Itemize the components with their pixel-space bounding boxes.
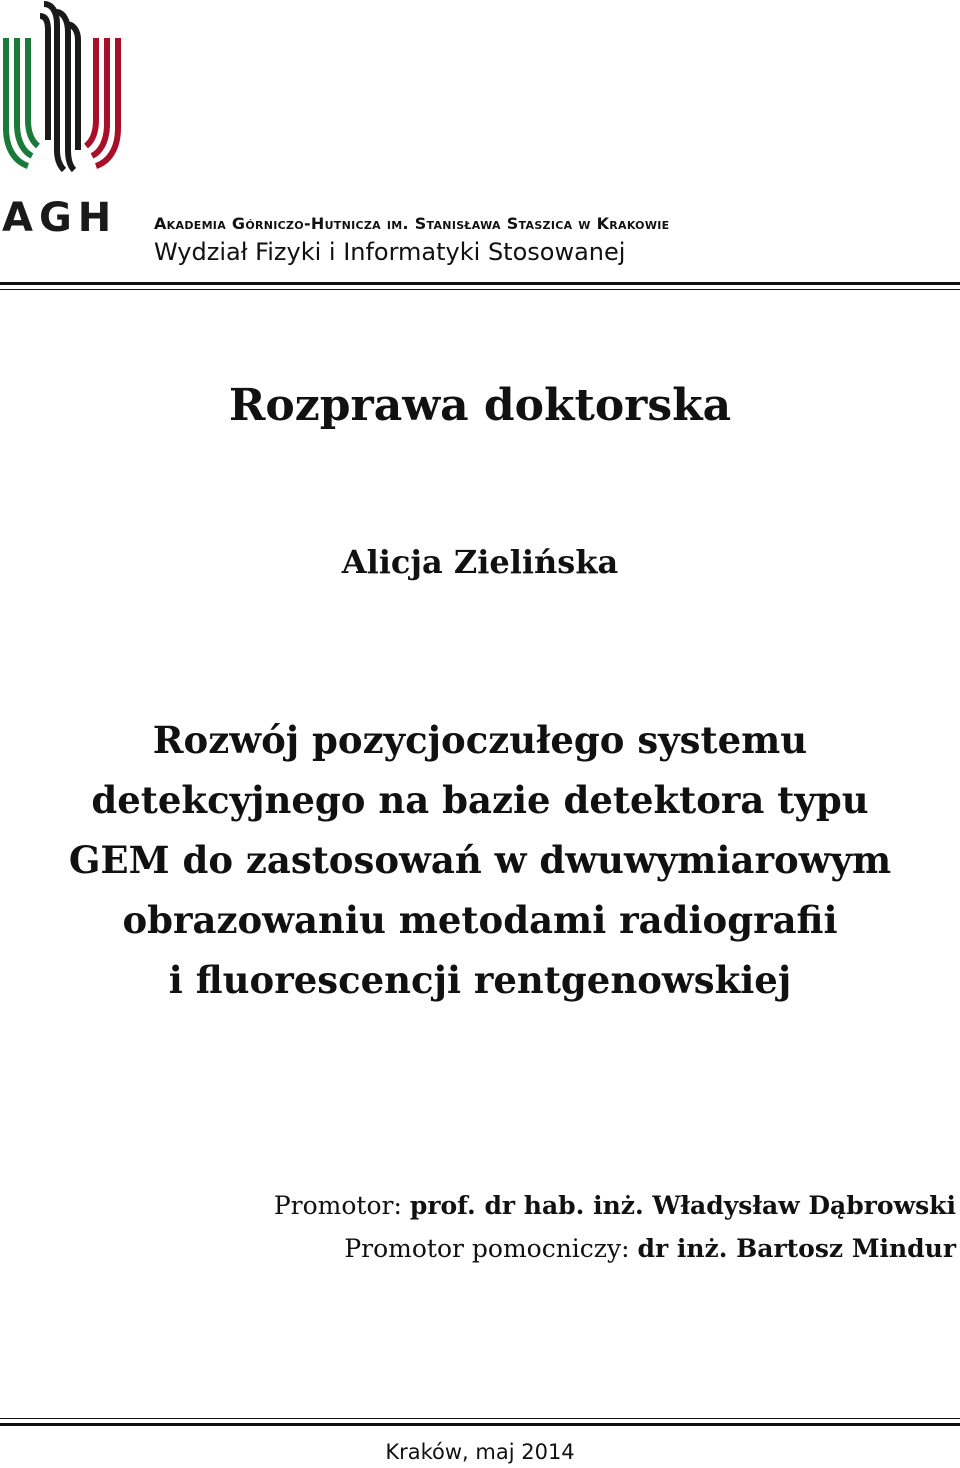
title-line: GEM do zastosowań w dwuwymiarowym — [68, 838, 892, 882]
promoter-label: Promotor: — [273, 1191, 402, 1220]
author-name: Alicja Zielińska — [341, 543, 619, 581]
footer-rule-thin — [0, 1418, 960, 1419]
place-and-date: Kraków, maj 2014 — [385, 1440, 575, 1464]
agh-logo — [0, 0, 124, 236]
faculty-name: Wydział Fizyki i Informatyki Stosowanej — [154, 238, 626, 266]
header-rule-thick — [0, 282, 960, 285]
promoters-block — [274, 1184, 956, 1270]
assistant-promoter-name: dr inż. Bartosz Mindur — [637, 1234, 956, 1263]
university-name: Akademia Górniczo-Hutnicza im. Stanisława Staszica w Krakowie — [154, 214, 670, 233]
assistant-promoter-label: Promotor pomocniczy: — [344, 1234, 630, 1263]
promoter-line — [274, 1184, 956, 1227]
title-line: obrazowaniu metodami radiografii — [122, 898, 838, 942]
document-type: Rozprawa doktorska — [228, 380, 732, 431]
title-line: Rozwój pozycjoczułego systemu — [152, 718, 808, 762]
footer-rule-thick — [0, 1423, 960, 1426]
logo-text: AGH — [2, 195, 118, 236]
promoter-name: prof. dr hab. inż. Władysław Dąbrowski — [409, 1191, 956, 1220]
title-line: i fluorescencji rentgenowskiej — [168, 958, 792, 1002]
assistant-promoter-line — [274, 1227, 956, 1270]
title-line: detekcyjnego na bazie detektora typu — [91, 778, 869, 822]
header-rule-thin — [0, 289, 960, 290]
thesis-title — [0, 710, 960, 1010]
